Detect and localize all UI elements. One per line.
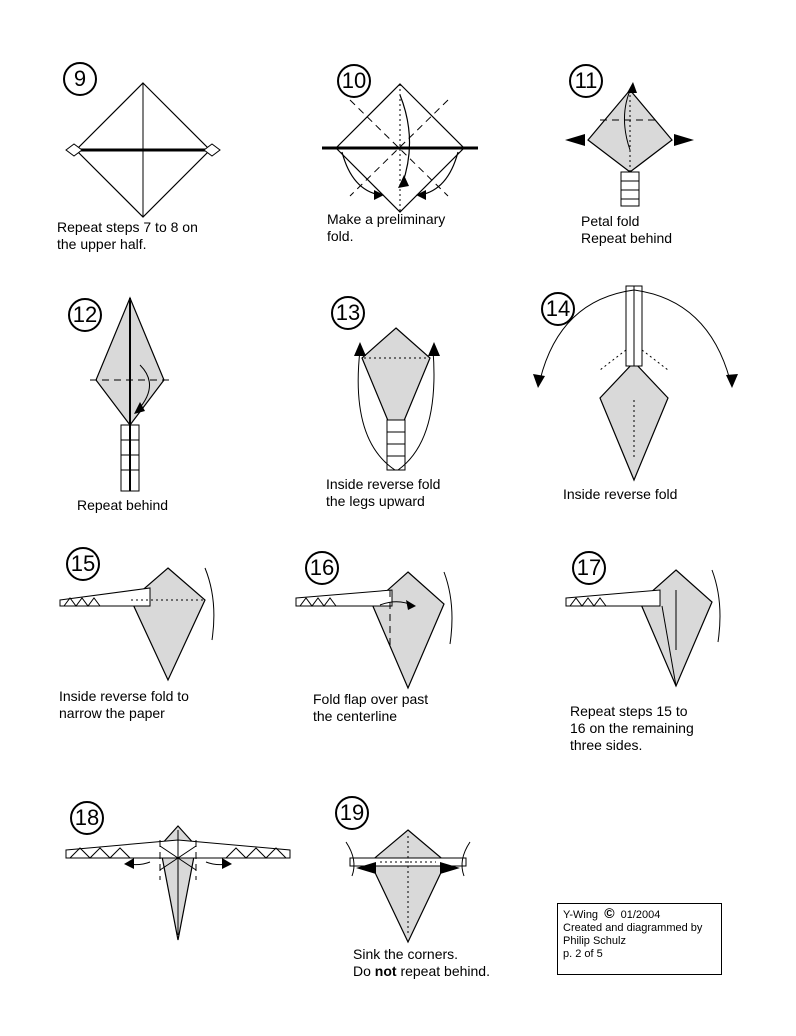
caption-line: Sink the corners. [353, 946, 459, 962]
step-number: 17 [572, 551, 606, 585]
caption-line: Repeat behind [77, 497, 169, 513]
credit-date: 01/2004 [620, 909, 661, 921]
step-number: 16 [305, 551, 339, 585]
caption-line: narrow the paper [59, 705, 165, 721]
copyright-symbol: © [604, 905, 615, 921]
step-number: 11 [569, 64, 603, 98]
step-number: 18 [70, 801, 104, 835]
page-number: p. 2 of 5 [563, 948, 603, 960]
caption-line: Repeat behind [581, 230, 673, 246]
step-number: 9 [63, 62, 97, 96]
caption-line: Inside reverse fold [326, 476, 441, 492]
credit-line: Created and diagrammed by [563, 922, 703, 934]
caption-line: the centerline [313, 708, 398, 724]
step-number: 14 [541, 292, 575, 326]
caption-line: fold. [327, 228, 354, 244]
caption-line: Petal fold [581, 213, 640, 229]
step-number: 15 [66, 547, 100, 581]
caption-line: the upper half. [57, 236, 147, 252]
caption-line: Repeat steps 15 to [570, 703, 688, 719]
caption-line: Repeat steps 7 to 8 on [57, 219, 198, 235]
credit-box [557, 903, 722, 975]
model-title: Y-Wing [563, 909, 599, 921]
step-number: 19 [335, 796, 369, 830]
caption-line: Fold flap over past [313, 691, 429, 707]
caption-line: Inside reverse fold to [59, 688, 189, 704]
caption-line: Inside reverse fold [563, 486, 678, 502]
caption-line: three sides. [570, 737, 643, 753]
emphasis-not: not [374, 963, 397, 979]
step-number: 12 [68, 298, 102, 332]
credit-author: Philip Schulz [563, 935, 626, 947]
caption-line: the legs upward [326, 493, 425, 509]
step-number: 13 [331, 296, 365, 330]
credit-title-line [563, 907, 716, 922]
step-number: 10 [337, 64, 371, 98]
caption-line: 16 on the remaining [570, 720, 694, 736]
caption-line: Do not repeat behind. [353, 963, 490, 979]
caption-line: Make a preliminary [327, 211, 446, 227]
